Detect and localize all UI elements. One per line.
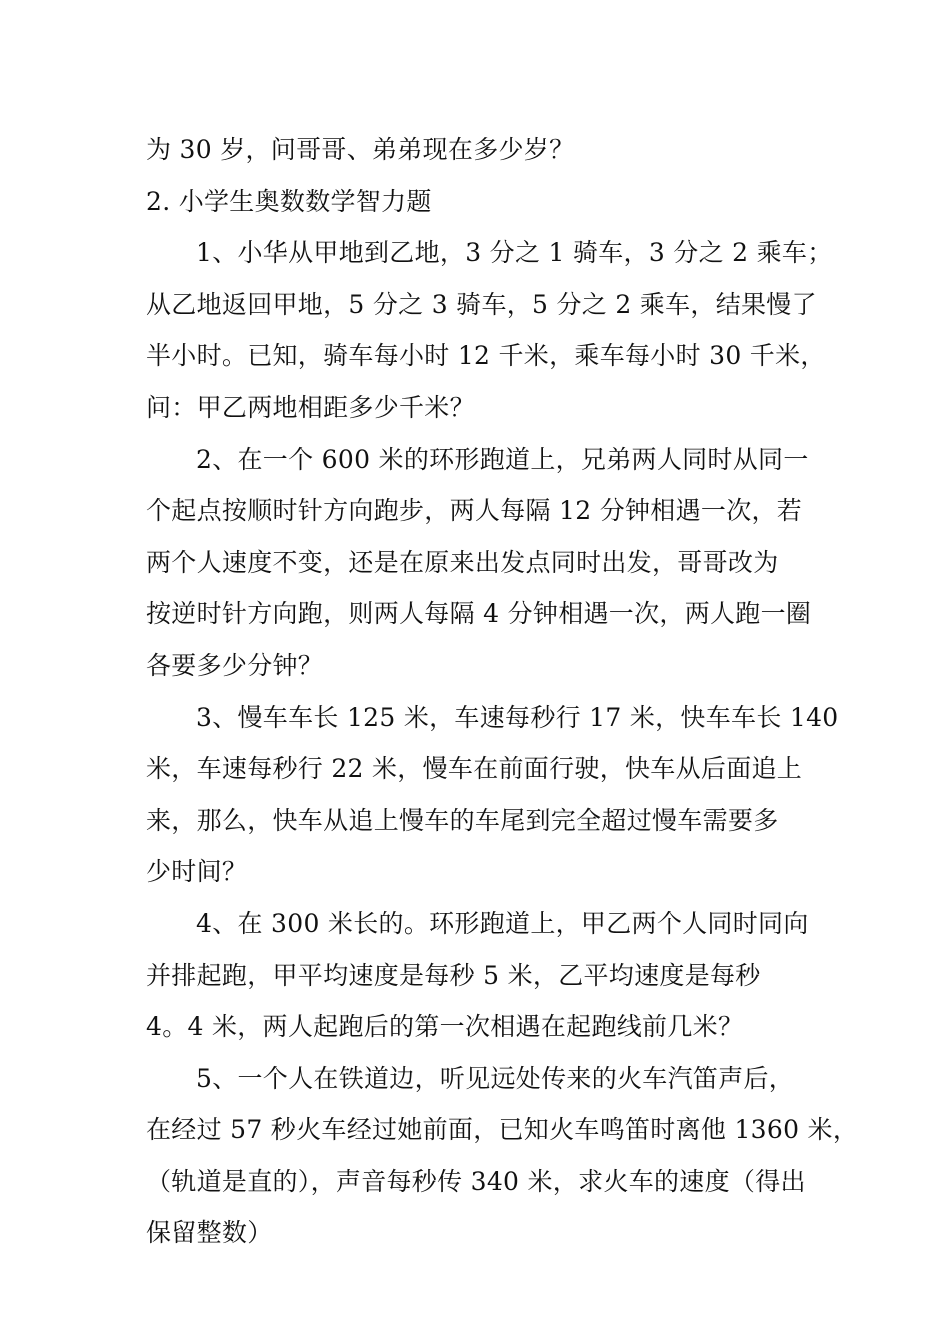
problem-5-line-4: 保留整数） xyxy=(146,1218,273,1248)
problem-4-line-1: 4、在 300 米长的。环形跑道上，甲乙两个人同时同向 xyxy=(196,908,809,938)
problem-1-line-1: 1、小华从甲地到乙地，3 分之 1 骑车，3 分之 2 乘车； xyxy=(196,238,833,268)
problem-3-line-3: 来，那么，快车从追上慢车的车尾到完全超过慢车需要多 xyxy=(146,805,779,835)
problem-3-line-2: 米，车速每秒行 22 米，慢车在前面行驶，快车从后面追上 xyxy=(146,754,803,784)
problem-2-line-1: 2、在一个 600 米的环形跑道上，兄弟两人同时从同一 xyxy=(196,444,809,474)
problem-1-line-4: 问：甲乙两地相距多少千米？ xyxy=(146,392,475,422)
problem-4-line-3: 4。4 米，两人起跑后的第一次相遇在起跑线前几米？ xyxy=(146,1012,744,1042)
problem-2-line-5: 各要多少分钟？ xyxy=(146,650,324,680)
problem-5-line-1: 5、一个人在铁道边，听见远处传来的火车汽笛声后， xyxy=(196,1063,795,1093)
problem-1-line-2: 从乙地返回甲地，5 分之 3 骑车，5 分之 2 乘车，结果慢了 xyxy=(146,289,817,319)
problem-3-line-4: 少时间？ xyxy=(146,857,248,887)
section-heading: 2. 小学生奥数数学智力题 xyxy=(146,186,432,216)
problem-3-line-1: 3、慢车车长 125 米，车速每秒行 17 米，快车车长 140 xyxy=(196,702,839,732)
text-line-continuation: 为 30 岁，问哥哥、弟弟现在多少岁？ xyxy=(146,135,575,164)
problem-5-line-2: 在经过 57 秒火车经过她前面，已知火车鸣笛时离他 1360 米， xyxy=(146,1115,859,1145)
document-body xyxy=(146,124,859,1259)
problem-4-line-2: 并排起跑，甲平均速度是每秒 5 米，乙平均速度是每秒 xyxy=(146,960,761,990)
problem-2-line-2: 个起点按顺时针方向跑步，两人每隔 12 分钟相遇一次，若 xyxy=(146,496,803,526)
problem-2-line-3: 两个人速度不变，还是在原来出发点同时出发，哥哥改为 xyxy=(146,547,779,577)
problem-1-line-3: 半小时。已知，骑车每小时 12 千米，乘车每小时 30 千米， xyxy=(146,341,826,371)
problem-2-line-4: 按逆时针方向跑，则两人每隔 4 分钟相遇一次，两人跑一圈 xyxy=(146,599,812,629)
problem-5-line-3: （轨道是直的），声音每秒传 340 米，求火车的速度（得出 xyxy=(146,1166,806,1196)
